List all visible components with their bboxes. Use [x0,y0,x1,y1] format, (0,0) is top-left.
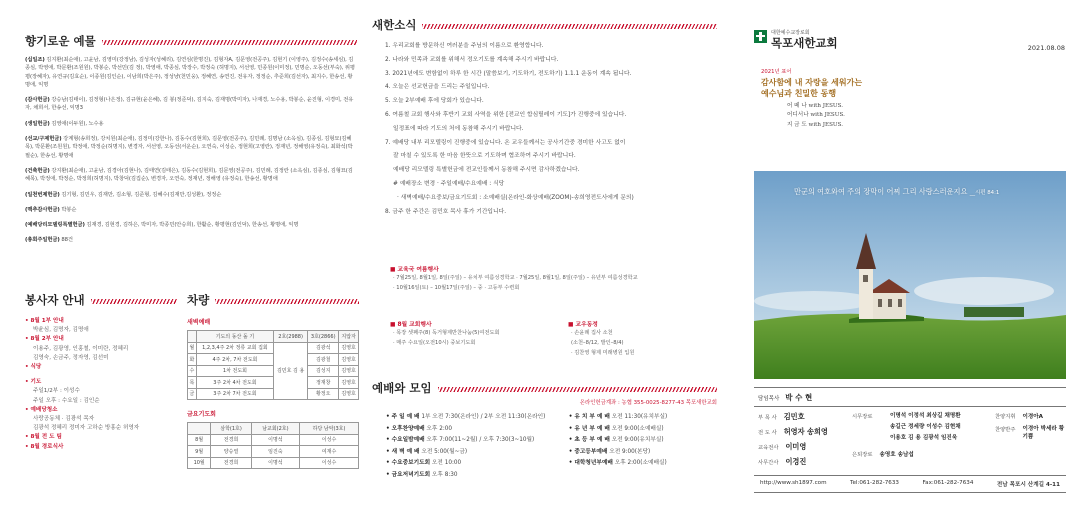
staff-label: 찬양반주 [995,427,1016,433]
staff-value: 송영호 송남섭 [879,452,914,458]
august-events-box [390,319,560,348]
summer-events-box [390,264,710,293]
offering-group-names: 강지환(최순애), 고윤남, 김경아(김현나), 김태연(김태은), 김동수(김현희), 김문영(전공주), 김민례, 김정란 (소옥심), 김종심, 김형묘(김혜목), 박정애, 박정순, 박정희(허명지), 박창덕(김집순), 변경자, 오연숙, 정재년, 정해영 (유정숙), 한송선, 황명애 [25,167,353,183]
staff-retired [852,450,914,458]
volunteer-item-line: 이용주, 김광영, 인홍철, 이미란, 정혜리 [33,345,129,352]
table-cell: 이성수 [300,457,359,469]
staff-office [758,457,806,467]
table-cell: 월 [188,342,197,354]
worship-name: • 초 등 부 예 배 [569,437,610,443]
friday-vehicle-title: 금요기도회 [187,411,216,418]
cloud [914,277,1054,305]
offering-group-head: (총회주일헌금) [25,237,60,244]
worship-time: 오전 9:00(본당) [609,448,651,455]
volunteer-item-line: 박윤심, 김명자, 김명애 [33,327,89,334]
table-header-cell [188,331,197,343]
staff-value: 이경진 [785,457,807,466]
table-cell: 10월 [188,457,211,469]
table-cell: 수 [188,365,197,377]
motto-with-jesus [787,102,961,130]
offering-group-names: 김재경, 김현경, 김하은, 박미자, 박종민(안승희), 한활순, 황평현(김인덕), 한송선, 황명애, 익명 [86,222,299,229]
news-list [372,40,717,219]
church-landscape-image [754,171,1066,379]
table-row [188,388,359,400]
staff-label: 교육전사 [758,445,779,451]
staff-label: 찬양지휘 [995,414,1016,420]
table-header-cell: 하당 남악(3호) [300,423,359,435]
vehicle-section [187,292,359,469]
box-line: · 7월25일, 8월1일, 8일(주일) – 유치부 여름성경학교 · 7월25일, 8월1일, 8일(주일) – 유년부 여름성경학교 [393,275,638,281]
section-title-vehicle [187,292,359,308]
staff-label: 시무장로 [852,414,873,420]
table-cell: 이명석 [251,434,299,446]
offering-group-head: (감사헌금) [25,97,50,104]
denomination: 대한예수교장로회 [771,30,810,36]
worship-name: • 대학청년부예배 [569,460,613,466]
table-row [188,457,359,469]
members-news-box [568,319,718,358]
staff-choir-director [995,412,1043,420]
offering-group-names: 88건 [61,237,73,244]
worship-time: 오후 2:00 [426,425,452,432]
elder-names: 이용호 김 용 김광석 임진욱 [890,435,958,441]
offering-group-names: 강계형(송희정), 강치원(최순애), 김정미(강한나), 김동수(김현희), 김문영(전공주), 김민례, 김명남 (소옥심), 김종심, 김형묘(김혜목), 박문환(조원원), 박정애, 박정순(허명지), 변경자, 서선영, 오동선(서운순), 오연숙, 이성순, 정현희(고영란), 정재년, 정해영(유정숙), 최화석(박필순), 한송선, 황명애 [25,136,353,159]
worship-name: • 유 치 부 예 배 [569,414,610,420]
church-photo [754,171,1066,379]
table-row [188,446,359,458]
news-item: # 예배장소 변경 · 주일예배/수요예배 : 식당 [393,180,505,187]
volunteer-item-head: • 식당 [25,363,177,372]
worship-section [372,380,717,481]
staff-associate [758,412,805,422]
staff-value: 허영자 송희영 [783,427,828,436]
column-news [372,0,717,516]
table-cell: 전경희 [211,434,251,446]
online-offering-account: 온라인헌금계좌 : 농협 355-0025-8277-43 목포새한교회 [579,400,717,406]
offering-group-names: 강승남(김태이), 김정형(나은정), 김규현(윤은혜), 김 봉(정준덕), 김지숙, 김재명(박미자), 나재경, 노수용, 박봉순, 윤진형, 이경미, 전유자, 채희서, 한송선, 익명3 [25,97,354,112]
news-item: 잘 마칠 수 있도록 한 마음 한뜻으로 기도하며 협조하여 주시기 바랍니다. [393,153,576,160]
motto-small-line: 어 떼 나 with JESUS. [787,103,844,109]
staff-value: 이경아 박세라 황기쁨 [1022,426,1065,440]
fax-number: Fax:061-282-7634 [922,480,974,486]
dawn-vehicle-title: 새벽예배 [187,319,211,326]
worship-title: 예배와 모임 [372,381,432,395]
volunteer-list [25,317,177,452]
box-line: · 매주 수요일(오전10시) 중보기도회 [393,340,476,346]
worship-row [569,435,717,447]
friday-vehicle-table [187,422,359,469]
title-divider [438,387,717,392]
cross-logo-icon [754,30,767,43]
volunteer-item-head: • 8월 전 도 팀 [25,433,177,442]
worship-name: • 유 년 부 예 배 [569,426,610,432]
table-header-cell [188,423,211,435]
motto-small-line: 지 금 도 with JESUS. [787,121,844,128]
worship-row [386,435,569,447]
worship-row [569,412,717,424]
box-line: · 손윤례 집사 소천 [571,330,613,336]
table-cell: 김광철 [308,354,339,366]
title-divider [422,24,717,29]
worship-name: • 주 일 예 배 [386,414,420,420]
title-divider [91,299,177,304]
news-item: 8. 금주 한 주간은 김민호 목사 휴가 기간입니다. [385,208,507,215]
worship-schedule [372,412,717,481]
section-title-news [372,17,717,33]
motto-year: 2021년 표어 [761,69,792,75]
title-divider [102,40,357,45]
table-cell: 김광석 [308,342,339,354]
worship-time: 오후 8:30 [431,471,458,478]
motto-small-line: 어디서나 with JESUS. [787,112,845,119]
worship-row [386,458,569,470]
news-item: 예배당 리모델링 특별헌금에 전교인들께서 동참해 주시면 감사하겠습니다. [393,167,580,174]
table-cell: 1,2,3,4주 2차 정류 교회 집회 [196,342,273,354]
news-item: · 새벽예배/수요중보/금요기도회 : 소예배실(온라인-화상예배(ZOOM)-송희영전도사에게 문의) [397,194,634,201]
table-header-row [188,331,359,343]
offerings-list [25,56,357,245]
staff-elders-label [852,412,872,420]
offering-group [25,56,357,89]
senior-pastor [754,387,1066,407]
offering-group-head: (건축헌금) [25,167,50,174]
title-divider [215,299,359,304]
worship-time: 오전 5:00(월~금) [421,448,468,455]
worship-name: • 금요저녁기도회 [386,472,430,478]
section-title-volunteer [25,292,177,308]
worship-name: • 오후찬양예배 [386,426,425,432]
news-item: 4. 오늘은 선교헌금을 드리는 주일입니다. [385,84,490,91]
elder-names: 송길근 정세량 이성수 김현채 [890,424,961,430]
worship-time: 오후 2:00(소예배실) [614,460,667,466]
news-item: 2. 나라와 민족과 교회를 위해서 정오기도를 계속해 주시기 바랍니다. [385,56,559,63]
volunteer-item-head: • 8월 2부 안내 [25,335,177,344]
offering-group-head: (일천번제헌금) [25,191,60,198]
summer-events-lines [390,273,710,293]
offering-group [25,135,357,160]
photo-verse-ref: 시편 84:1 [975,190,1000,196]
offering-group [25,221,357,229]
volunteer-item-line: 주일1/2부 : 이성수 [33,388,80,395]
offering-group-head: (맥추감사헌금) [25,206,60,213]
volunteer-section [25,292,177,452]
table-cell: 4주 2차, 7차 전도회 [196,354,273,366]
table-cell: 정재창 [308,377,339,389]
worship-name: • 수요중보기도회 [386,460,430,466]
section-title-offerings [25,33,357,49]
elder-names: 이명석 이정석 최상길 채명환 [890,413,961,419]
section-title-worship [372,380,717,396]
offering-group-head: (선교/구제헌금) [25,136,62,143]
news-item: 3. 2021년에도 변함없이 하루 한 시간 (말씀보기, 기도하기, 전도하기) 1.1.1 운동이 계속 됩니다. [385,70,632,77]
worship-time: 오전 9:00(소예배실) [611,425,664,432]
table-cell: 9월 [188,446,211,458]
table-cell: 김영호 [339,354,359,366]
volunteer-title: 봉사자 안내 [25,293,85,307]
table-row [188,354,359,366]
news-title: 새한소식 [372,18,417,32]
table-cell: 임진숙 [251,446,299,458]
staff-label: 사무간사 [758,460,779,466]
offering-group [25,167,357,184]
offerings-title: 향기로운 예물 [25,34,96,48]
offering-group [25,236,357,244]
motto-line-1: 감사함에 내 자랑을 세워가는 [761,77,863,87]
tree-line [964,307,1024,317]
worship-time: 1부 오전 7:30(온라인) / 2부 오전 11:30(온라인) [421,414,546,420]
staff-label: 은퇴장로 [852,452,873,458]
table-cell: 3주 2차 7차 전도회 [196,388,273,400]
worship-time: 오전 11:30(유치부실) [611,414,668,420]
table-cell: 김영호 [339,388,359,400]
table-header-cell: 지압자 [339,331,359,343]
church-address: 전남 목포시 산계길 4-11 [996,482,1060,488]
worship-schedule-left [386,412,569,481]
table-cell: 김영호 [339,365,359,377]
news-section [372,17,717,219]
pastor-role: 담임목사 [758,395,780,402]
worship-row [386,412,569,424]
worship-row [386,470,569,482]
table-cell: 황정오 [308,388,339,400]
table-row [188,342,359,354]
box-line: (소천–8/12, 발인–8/4) [571,340,624,346]
dawn-vehicle-table [187,330,359,400]
table-cell: 김성지 [308,365,339,377]
table-row [188,365,359,377]
offering-group [25,96,357,113]
volunteer-item-head: • 8월 1부 안내 [25,317,177,326]
staff-value: 이경아A [1022,414,1044,420]
table-header-cell: 남교회(2호) [251,423,299,435]
august-events-lines [390,328,560,348]
vehicle-title: 차량 [187,293,210,307]
column-cover [729,0,1091,516]
church-name: 목포새한교회 [771,36,838,50]
table-row [188,434,359,446]
offering-group-names: 김영애(이두원), 노수용 [51,120,104,127]
offering-group-head: (생일헌금) [25,120,50,127]
volunteer-item-head: • 8월 경로식사 [25,443,177,452]
worship-row [386,447,569,459]
table-cell: 이명석 [251,457,299,469]
grass-field [754,314,1066,379]
news-item: 7. 예배당 내부 리모델링이 진행중에 있습니다. 온 교우들께서는 공사기간중 경미한 사고도 없이 [385,139,626,146]
table-cell: 이성수 [300,434,359,446]
worship-row [386,424,569,436]
worship-schedule-right [569,412,717,481]
box-line: · 10월16일(토) – 10월17일(주일) – 중 · 고등부 수련회 [393,285,520,291]
offerings-section [25,33,357,245]
table-cell: 3주 2차 4차 전도회 [196,377,273,389]
members-news-title: ■ 교우동정 [568,319,718,328]
photo-verse-overlay: 만군의 여호와여 주의 장막이 어찌 그리 사랑스러운지요 __시편 84:1 [794,187,1000,196]
summer-events-title: ■ 교육국 여름행사 [390,264,710,273]
volunteer-item-line: 김영숙, 손금주, 정자영, 김선미 [33,354,109,361]
table-cell: 김영호 [339,342,359,354]
staff-elders [890,411,961,444]
news-item: 일정표에 따라 기도의 처에 동참해 주시기 바랍니다. [393,125,524,132]
august-events-title: ■ 8월 교회행사 [390,319,560,328]
offering-group-names: 김기형, 김민우, 김재만, 김소형, 김준형, 김혜수(김재만,김성환), 정정순 [61,191,222,198]
offering-group [25,206,357,214]
volunteer-item-line: 김광석 정혜리 정미자 고하순 방홍순 허영자 [33,425,140,432]
volunteer-item-head: • 기도 [25,378,177,387]
table-cell: 김영호 [339,377,359,389]
staff-label: 전 도 사 [758,430,777,436]
table-header-row [188,423,359,435]
yearly-motto [761,67,961,130]
table-row [188,377,359,389]
table-cell: 목 [188,377,197,389]
staff-list [754,407,1066,475]
table-cell: 김민호 김 용 [274,342,308,400]
staff-value: 이미영 [785,442,807,451]
worship-name: • 중고등부예배 [569,449,608,455]
table-header-cell: 기도의 동산 돌 기 [196,331,273,343]
table-cell: 금 [188,388,197,400]
news-item: 1. 우리교회를 방문하신 여러분을 주님의 이름으로 환영합니다. [385,43,544,49]
offering-group-names: 박봉순 [61,206,77,213]
offering-group-head: (예배당리모델링특별헌금) [25,222,85,229]
offering-group-head: (십일조) [25,57,45,63]
volunteer-item-head: • 예배당청소 [25,406,177,415]
table-header-cell: 2호(2988) [274,331,308,343]
worship-time: 오전 9:00(유치부실) [611,437,664,443]
box-line: · 김찬영 형제 미래병원 입원 [571,350,635,356]
staff-value: 김민호 [783,412,805,421]
worship-name: • 새 벽 예 배 [386,449,420,455]
offering-group [25,191,357,199]
table-header-cell: 3호(2866) [308,331,339,343]
worship-name: • 수요일밤예배 [386,437,425,443]
bulletin-date: 2021.08.08 [1027,44,1065,52]
box-line: · 목장 셋째주(8) 독거형제반찬나눔(5)여전도회 [393,330,500,336]
table-cell: 여재수 [300,446,359,458]
offering-group-names: 김지환(최순애), 고윤남, 김영미(강정남), 김성자(성혜리), 김연심(한명진), 김형자A, 김문영(전공주), 김현기 (이영주), 김정수(송세심), 김종심, 박영애, 박문환(조원원), 박봉순, 박선민(김 정), 박영애, 박종심, 박장수, 박정숙 (허명지), 서선영, 민종원(이미정), 민명순, 오동선(부숙), 위평평(장혜자), 유연규(김효순), 이종원(김인순), 이남희(박은주), 정성냥(천민웅), 정혜연, 송연진, 전유자, 정정순, 추준희(김선자), 최지수, 한송선, 황명애, 익명 [25,57,355,88]
worship-row [569,447,717,459]
staff-accompanist [995,425,1066,441]
volunteer-item-line: 주일 오후 : 수요일 : 김인순 [33,397,100,404]
news-item: 5. 오늘 2부예배 후에 당회가 있습니다. [385,98,484,105]
volunteer-item-line: 사랑공동체 · 김광석 목자 [33,416,95,423]
worship-time: 오후 7:00(11~2월) / 오후 7:30(3~10월) [426,437,535,443]
members-news-lines [568,328,718,358]
column-offerings [0,0,365,516]
table-cell: 1차 전도회 [196,365,273,377]
footer-contact [754,475,1066,493]
staff-education [758,442,806,452]
offering-group [25,120,357,128]
table-header-cell: 삼학(1호) [211,423,251,435]
table-cell: 화 [188,354,197,366]
cloud [754,291,874,311]
table-cell: 양승열 [211,446,251,458]
worship-row [569,458,717,470]
table-cell: 전경희 [211,457,251,469]
website-link[interactable]: http://www.sh1897.com [760,480,827,486]
phone-number: Tel:061-282-7633 [850,480,899,486]
table-cell: 8월 [188,434,211,446]
motto-line-2: 예수님과 친밀한 동행 [761,88,837,98]
worship-time: 오전 10:00 [431,460,462,466]
news-item: 6. 여름철 교회 행사와 후반기 교회 사역을 위한 [전교인 합심릴레이 기도]가 진행중에 있습니다. [385,111,627,118]
photo-verse-text: 만군의 여호와여 주의 장막이 어찌 그리 사랑스러운지요 [794,187,968,196]
worship-row [569,424,717,436]
staff-label: 부 목 사 [758,415,777,421]
pastor-name: 박 수 현 [785,393,813,402]
staff-evangelist [758,427,828,437]
